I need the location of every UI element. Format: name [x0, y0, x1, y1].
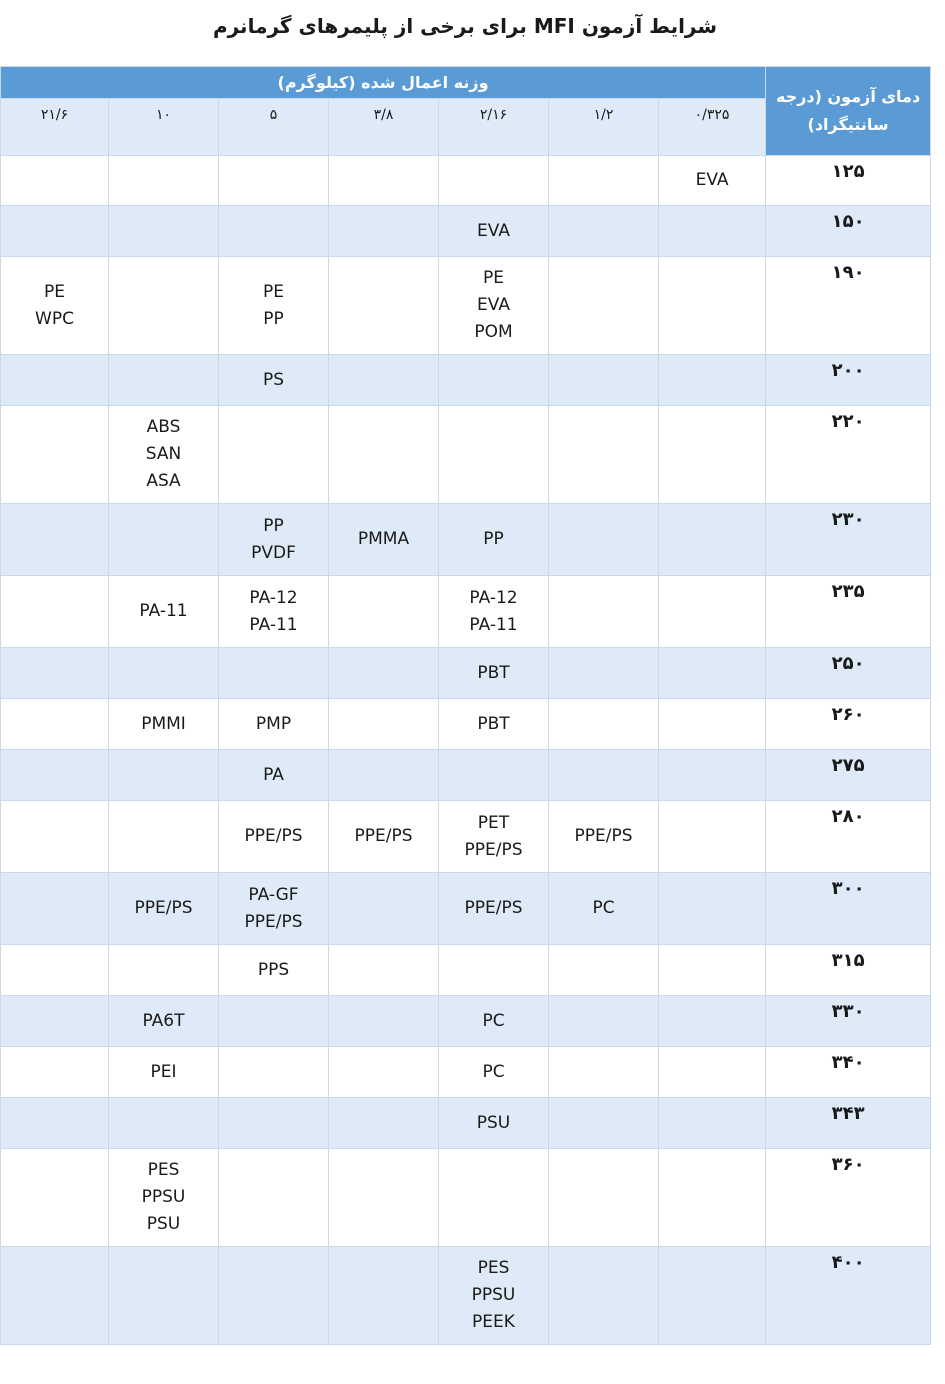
polymer-label: PA-11	[469, 614, 518, 635]
table-cell	[219, 801, 329, 873]
table-cell	[659, 1047, 766, 1098]
table-row	[1, 206, 931, 257]
table-cell	[549, 699, 659, 750]
table-cell	[659, 750, 766, 801]
table-cell	[329, 801, 439, 873]
table-cell	[329, 1098, 439, 1149]
temperature-cell: ۲۸۰	[766, 801, 931, 873]
table-cell	[1, 1149, 109, 1247]
polymer-label: ASA	[146, 471, 181, 491]
table-cell	[109, 576, 219, 648]
table-cell	[659, 648, 766, 699]
table-cell	[1, 996, 109, 1047]
table-cell	[219, 648, 329, 699]
table-cell	[659, 1098, 766, 1149]
table-cell	[219, 406, 329, 504]
table-cell	[329, 1047, 439, 1098]
table-cell	[329, 873, 439, 945]
table-cell	[659, 355, 766, 406]
polymer-label: PA-12	[249, 587, 298, 608]
polymer-label: PES	[477, 1258, 510, 1278]
temperature-cell: ۱۹۰	[766, 257, 931, 355]
table-cell	[109, 648, 219, 699]
polymer-label: EVA	[477, 220, 510, 241]
table-cell	[659, 699, 766, 750]
temperature-cell: ۴۰۰	[766, 1247, 931, 1345]
table-row	[1, 257, 931, 355]
table-cell	[329, 355, 439, 406]
table-cell	[659, 996, 766, 1047]
table-row	[1, 1047, 931, 1098]
table-cell	[219, 257, 329, 355]
table-cell	[1, 945, 109, 996]
table-cell	[329, 945, 439, 996]
table-cell	[659, 576, 766, 648]
weight-header-cell: ۲۱/۶	[1, 99, 109, 156]
table-cell	[329, 648, 439, 699]
table-cell	[549, 1047, 659, 1098]
table-cell	[549, 945, 659, 996]
polymer-label: PSU	[146, 1214, 181, 1234]
table-cell	[439, 576, 549, 648]
table-cell	[439, 1247, 549, 1345]
table-cell	[109, 996, 219, 1047]
table-cell	[439, 750, 549, 801]
table-cell	[549, 648, 659, 699]
polymer-label: PS	[262, 369, 285, 390]
polymer-label: PPE/PS	[244, 911, 303, 932]
table-cell	[329, 257, 439, 355]
polymer-label: PPE/PS	[244, 826, 303, 846]
weight-header-cell: ۳/۸	[329, 99, 439, 156]
polymer-label: PVDF	[251, 542, 296, 563]
table-cell	[439, 206, 549, 257]
table-cell	[109, 156, 219, 206]
table-cell	[329, 996, 439, 1047]
weight-header-cell: ۱۰	[109, 99, 219, 156]
table-cell	[1, 576, 109, 648]
weight-header-cell: ۰/۳۲۵	[659, 99, 766, 156]
table-cell	[219, 576, 329, 648]
table-cell	[439, 406, 549, 504]
temperature-cell: ۲۰۰	[766, 355, 931, 406]
table-cell	[219, 355, 329, 406]
polymer-label: PP	[483, 529, 504, 549]
table-cell	[219, 206, 329, 257]
temperature-cell: ۳۳۰	[766, 996, 931, 1047]
temperature-cell: ۲۶۰	[766, 699, 931, 750]
polymer-label: PEEK	[472, 1312, 515, 1332]
polymer-label: EVA	[477, 295, 510, 315]
table-cell	[329, 406, 439, 504]
table-cell	[109, 406, 219, 504]
polymer-label: PES	[147, 1160, 180, 1180]
table-cell	[1, 801, 109, 873]
polymer-label: SAN	[145, 444, 182, 464]
table-cell	[1, 750, 109, 801]
table-cell	[659, 406, 766, 504]
table-row	[1, 996, 931, 1047]
table-cell	[549, 996, 659, 1047]
temperature-header: دمای آزمون (درجه سانتیگراد)	[766, 67, 931, 156]
table-cell	[109, 750, 219, 801]
table-cell	[439, 1149, 549, 1247]
table-cell	[109, 257, 219, 355]
polymer-label: PPE/PS	[574, 826, 633, 846]
table-cell	[1, 648, 109, 699]
polymer-label: PEI	[150, 1061, 177, 1082]
polymer-label: PP	[263, 515, 284, 536]
temperature-cell: ۳۴۰	[766, 1047, 931, 1098]
polymer-label: PA-12	[469, 587, 518, 608]
polymer-label: EVA	[695, 170, 729, 190]
temperature-cell: ۳۶۰	[766, 1149, 931, 1247]
polymer-label: PE	[263, 281, 284, 302]
polymer-label: PC	[592, 898, 615, 918]
table-cell	[109, 945, 219, 996]
polymer-label: PE	[44, 281, 65, 302]
table-cell	[1, 355, 109, 406]
table-cell	[549, 156, 659, 206]
polymer-label: PPSU	[141, 1187, 186, 1207]
table-cell	[219, 750, 329, 801]
polymer-label: PA-11	[139, 601, 188, 621]
polymer-label: ABS	[146, 417, 181, 437]
table-row	[1, 750, 931, 801]
table-cell	[109, 699, 219, 750]
polymer-label: PPE/PS	[354, 826, 413, 846]
polymer-label: PPSU	[471, 1285, 516, 1305]
table-row	[1, 1247, 931, 1345]
polymer-label: POM	[474, 322, 513, 342]
table-cell	[219, 1247, 329, 1345]
temperature-cell: ۱۲۵	[766, 156, 931, 206]
table-cell	[219, 699, 329, 750]
table-cell	[1, 504, 109, 576]
table-cell	[1, 699, 109, 750]
polymer-label: PPE/PS	[464, 839, 523, 860]
table-cell	[439, 504, 549, 576]
temperature-cell: ۳۱۵	[766, 945, 931, 996]
table-cell	[219, 996, 329, 1047]
table-cell	[549, 1149, 659, 1247]
polymer-label: PMP	[255, 713, 292, 734]
polymer-label: PC	[482, 1010, 505, 1031]
table-cell	[659, 1247, 766, 1345]
table-cell	[659, 156, 766, 206]
table-cell	[659, 945, 766, 996]
table-cell	[549, 257, 659, 355]
temperature-cell: ۲۷۵	[766, 750, 931, 801]
table-cell	[549, 750, 659, 801]
polymer-label: PA-GF	[248, 884, 299, 905]
table-cell	[329, 206, 439, 257]
table-row	[1, 576, 931, 648]
table-row	[1, 801, 931, 873]
table-cell	[1, 406, 109, 504]
table-row	[1, 406, 931, 504]
table-cell	[439, 1047, 549, 1098]
table-cell	[329, 750, 439, 801]
polymer-label: PET	[477, 812, 510, 833]
polymer-label: PMMA	[357, 529, 410, 549]
table-cell	[659, 206, 766, 257]
table-cell	[329, 1149, 439, 1247]
polymer-label: WPC	[35, 308, 74, 329]
table-cell	[549, 206, 659, 257]
table-cell	[659, 873, 766, 945]
table-cell	[1, 1047, 109, 1098]
table-cell	[109, 355, 219, 406]
table-cell	[1, 873, 109, 945]
table-row	[1, 873, 931, 945]
table-cell	[1, 206, 109, 257]
table-cell	[109, 873, 219, 945]
table-cell	[549, 1247, 659, 1345]
mfi-conditions-table	[0, 66, 931, 1345]
polymer-label: PBT	[477, 662, 510, 683]
weight-header-cell: ۱/۲	[549, 99, 659, 156]
polymer-label: PBT	[477, 713, 510, 734]
polymer-label: PE	[483, 268, 504, 288]
table-cell	[109, 206, 219, 257]
table-cell	[329, 1247, 439, 1345]
table-row	[1, 699, 931, 750]
temperature-cell: ۲۳۵	[766, 576, 931, 648]
temperature-cell: ۲۳۰	[766, 504, 931, 576]
table-cell	[219, 1098, 329, 1149]
table-cell	[439, 801, 549, 873]
polymer-label: PA	[263, 764, 284, 785]
table-cell	[109, 801, 219, 873]
table-cell	[439, 699, 549, 750]
polymer-label: PP	[263, 308, 284, 329]
polymer-label: PA-11	[249, 614, 298, 635]
polymer-label: PPE/PS	[464, 898, 523, 918]
temperature-cell: ۳۴۳	[766, 1098, 931, 1149]
polymer-label: PSU	[476, 1112, 511, 1133]
table-cell	[329, 156, 439, 206]
temperature-cell: ۳۰۰	[766, 873, 931, 945]
table-cell	[439, 996, 549, 1047]
table-cell	[549, 873, 659, 945]
table-cell	[109, 1047, 219, 1098]
table-cell	[1, 156, 109, 206]
table-cell	[659, 801, 766, 873]
temperature-cell: ۲۵۰	[766, 648, 931, 699]
table-cell	[439, 873, 549, 945]
table-cell	[439, 156, 549, 206]
table-cell	[659, 257, 766, 355]
table-row	[1, 1098, 931, 1149]
page-title: شرایط آزمون MFI برای برخی از پلیمرهای گرمانرم	[212, 14, 718, 38]
table-cell	[659, 1149, 766, 1247]
polymer-label: PC	[482, 1061, 505, 1082]
table-cell	[109, 504, 219, 576]
table-cell	[219, 945, 329, 996]
table-cell	[329, 699, 439, 750]
table-row	[1, 648, 931, 699]
table-row	[1, 945, 931, 996]
table-cell	[109, 1247, 219, 1345]
table-cell	[109, 1098, 219, 1149]
table-cell	[439, 648, 549, 699]
temperature-cell: ۱۵۰	[766, 206, 931, 257]
table-cell	[549, 801, 659, 873]
table-cell	[329, 576, 439, 648]
table-cell	[1, 257, 109, 355]
polymer-label: PMMI	[141, 713, 186, 734]
weight-header-cell: ۵	[219, 99, 329, 156]
temperature-cell: ۲۲۰	[766, 406, 931, 504]
table-cell	[439, 945, 549, 996]
table-cell	[329, 504, 439, 576]
table-cell	[219, 504, 329, 576]
table-cell	[549, 504, 659, 576]
table-cell	[439, 355, 549, 406]
table-cell	[549, 355, 659, 406]
polymer-label: PPE/PS	[134, 898, 193, 918]
table-cell	[439, 1098, 549, 1149]
table-cell	[1, 1098, 109, 1149]
table-cell	[549, 576, 659, 648]
table-cell	[109, 1149, 219, 1247]
polymer-label: PPS	[257, 959, 290, 980]
table-body	[1, 156, 931, 1345]
table-cell	[549, 406, 659, 504]
table-row	[1, 504, 931, 576]
table-cell	[219, 1047, 329, 1098]
weight-header-cell: ۲/۱۶	[439, 99, 549, 156]
table-cell	[219, 1149, 329, 1247]
table-row	[1, 1149, 931, 1247]
table-cell	[659, 504, 766, 576]
table-cell	[1, 1247, 109, 1345]
table-cell	[439, 257, 549, 355]
table-row	[1, 355, 931, 406]
table-cell	[549, 1098, 659, 1149]
table-cell	[219, 156, 329, 206]
table-row	[1, 156, 931, 206]
weight-group-header: وزنه اعمال شده (کیلوگرم)	[1, 67, 766, 99]
table-cell	[219, 873, 329, 945]
polymer-label: PA6T	[142, 1010, 185, 1031]
